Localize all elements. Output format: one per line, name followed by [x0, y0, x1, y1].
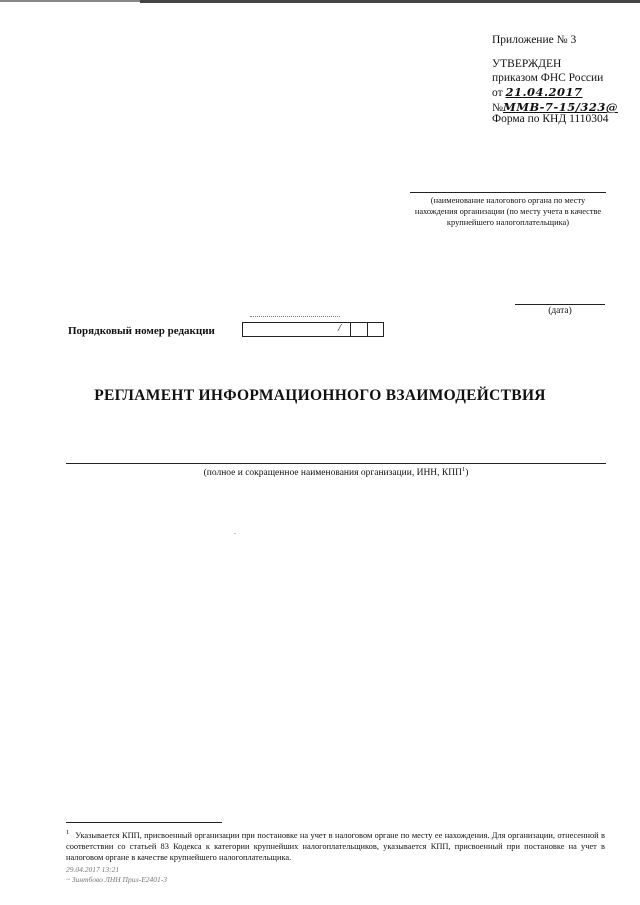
print-stamp-path: ~ Зинтбово ЛНН Прил-Е2401-3 [66, 875, 168, 884]
number-prefix: № [492, 102, 503, 114]
stray-dot: . [234, 527, 236, 536]
tax-authority-caption-line3: крупнейшего налогоплательщика) [446, 218, 570, 227]
date-field-line [515, 304, 605, 305]
tax-authority-field-line [410, 192, 606, 193]
document-title: РЕГЛАМЕНТ ИНФОРМАЦИОННОГО ВЗАИМОДЕЙСТВИЯ [94, 387, 546, 404]
order-date-row [492, 85, 618, 100]
organization-footnote-ref: 1 [461, 466, 466, 473]
revision-box-dots [250, 316, 340, 317]
revision-cell-divider [350, 323, 351, 336]
order-label: приказом ФНС России [492, 72, 604, 84]
organization-caption-text: (полное и сокращенное наименования организации, ИНН, КПП [203, 468, 462, 479]
approved-label: УТВЕРЖДЕН [492, 58, 562, 70]
revision-separator: / [338, 322, 342, 334]
footnote-ref: 1 [66, 829, 70, 836]
organization-field-line [66, 463, 606, 464]
footnote [66, 827, 605, 863]
footnote-text: Указывается КПП, присвоенный организации при постановке на учет в налоговом органе по месту ее нахождения. Для организации, отнесенной в соответствии со статьей 83 Кодекса к категории крупнейших налогоплательщиков, указывается КПП, присвоенный при постановке на учет в налоговом органе в качестве крупнейшего налогоплательщика. [66, 830, 605, 862]
approval-block [492, 57, 618, 115]
organization-caption [66, 466, 606, 478]
revision-label: Порядковый номер редакции [68, 325, 215, 337]
tax-authority-caption-line1: (наименование налогового органа по месту [430, 196, 586, 205]
print-stamp-date: 29.04.2017 13:21 [66, 865, 120, 874]
top-edge-shadow [140, 0, 640, 3]
organization-caption-end: ) [465, 468, 469, 479]
order-date-handwritten: 21.04.2017 [505, 85, 583, 99]
tax-authority-caption-line2: нахождения организации (по месту учета в качестве [414, 207, 602, 216]
date-caption: (дата) [548, 306, 572, 316]
order-number-handwritten: ММВ-7-15/323@ [502, 100, 618, 114]
footnote-separator [66, 822, 222, 823]
tax-authority-caption [404, 195, 612, 228]
appendix-number: Приложение № 3 [492, 34, 577, 46]
date-prefix: от [492, 87, 503, 99]
revision-cell-divider [367, 323, 368, 336]
form-code: Форма по КНД 1110304 [492, 113, 609, 125]
revision-number-box [242, 322, 384, 337]
